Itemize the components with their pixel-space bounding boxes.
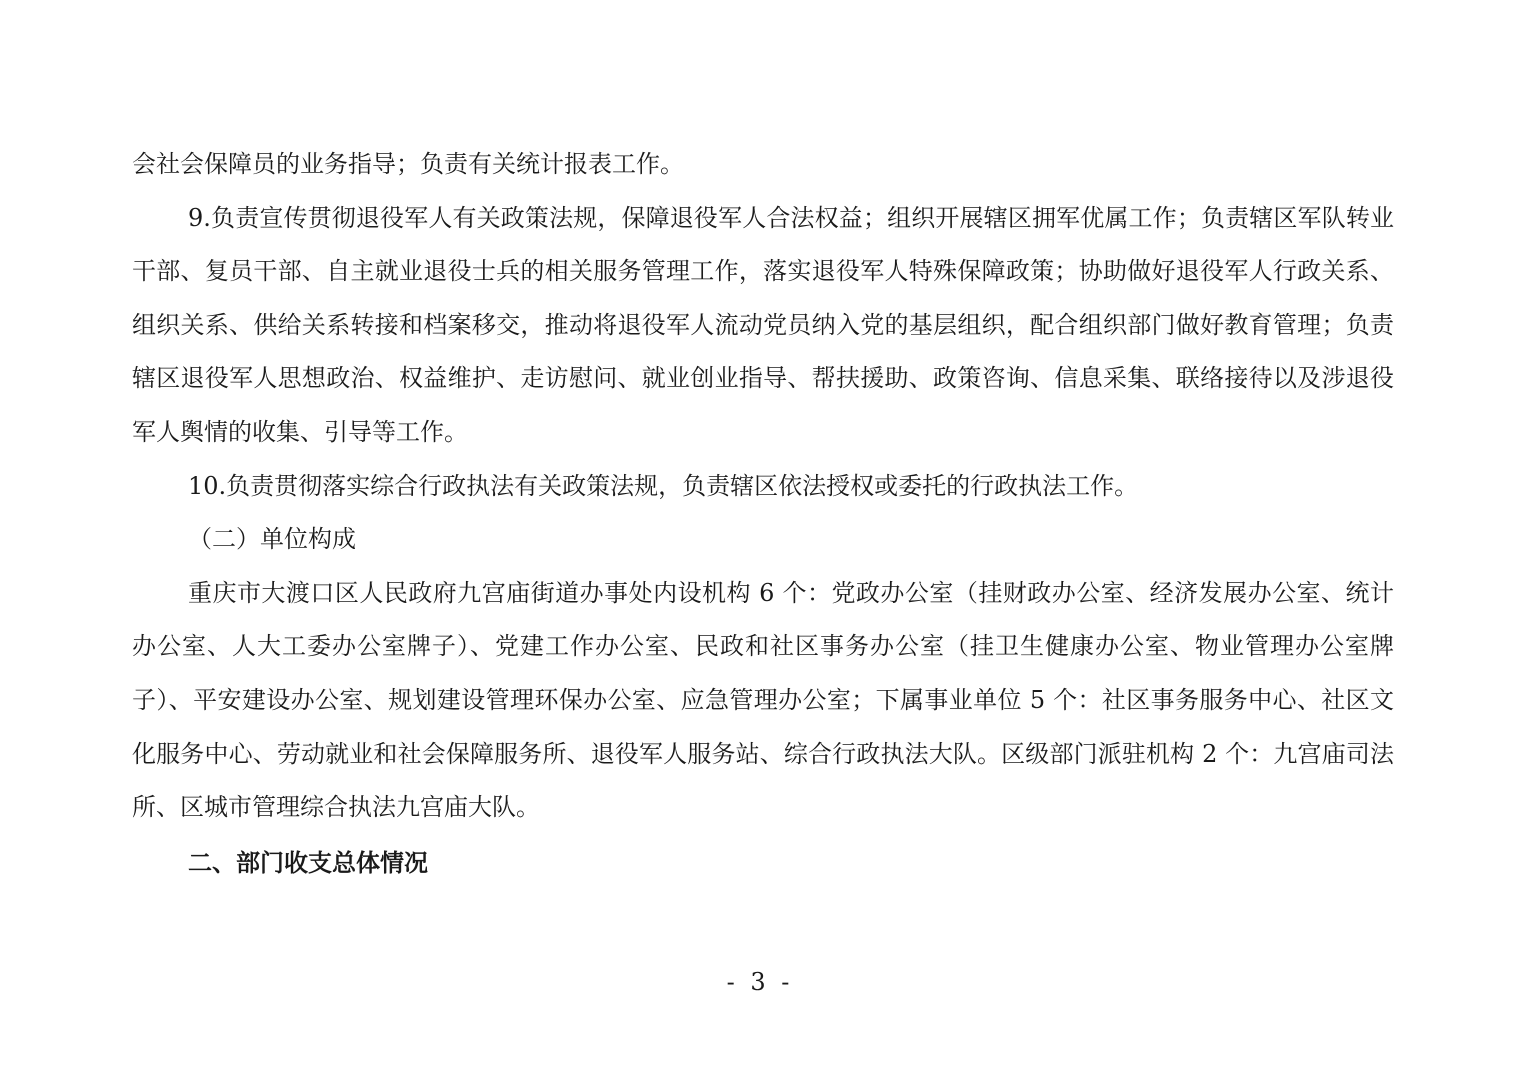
document-body	[132, 138, 1394, 890]
section-heading-revenue-expenditure: 二、部门收支总体情况	[188, 848, 428, 877]
paragraph-item-10: 10.负责贯彻落实综合行政执法有关政策法规，负责辖区依法授权或委托的行政执法工作。	[188, 471, 1139, 500]
paragraph-continuation: 会社会保障员的业务指导；负责有关统计报表工作。	[132, 150, 684, 178]
paragraph-item-9: 9.负责宣传贯彻退役军人有关政策法规，保障退役军人合法权益；组织开展辖区拥军优属工作；负责辖区军队转业干部、复员干部、自主就业退役士兵的相关服务管理工作，落实退役军人特殊保障政策；协助做好退役军人行政关系、组织关系、供给关系转接和档案移交，推动将退役军人流动党员纳入党的基层组织，配合组织部门做好教育管理；负责辖区退役军人思想政治、权益维护、走访慰问、就业创业指导、帮扶援助、政策咨询、信息采集、联络接待以及涉退役军人舆情的收集、引导等工作。	[132, 203, 1394, 446]
page-number: - 3 -	[726, 968, 794, 996]
paragraph-unit-composition: 重庆市大渡口区人民政府九宫庙街道办事处内设机构 6 个：党政办公室（挂财政办公室、经济发展办公室、统计办公室、人大工委办公室牌子）、党建工作办公室、民政和社区事务办公室（挂卫生健康办公室、物业管理办公室牌子）、平安建设办公室、规划建设管理环保办公室、应急管理办公室；下属事业单位 5 个：社区事务服务中心、社区文化服务中心、劳动就业和社会保障服务所、退役军人服务站、综合行政执法大队。区级部门派驻机构 2 个：九宫庙司法所、区城市管理综合执法九宫庙大队。	[132, 578, 1394, 822]
section-subheading-unit-composition: （二）单位构成	[188, 525, 356, 554]
